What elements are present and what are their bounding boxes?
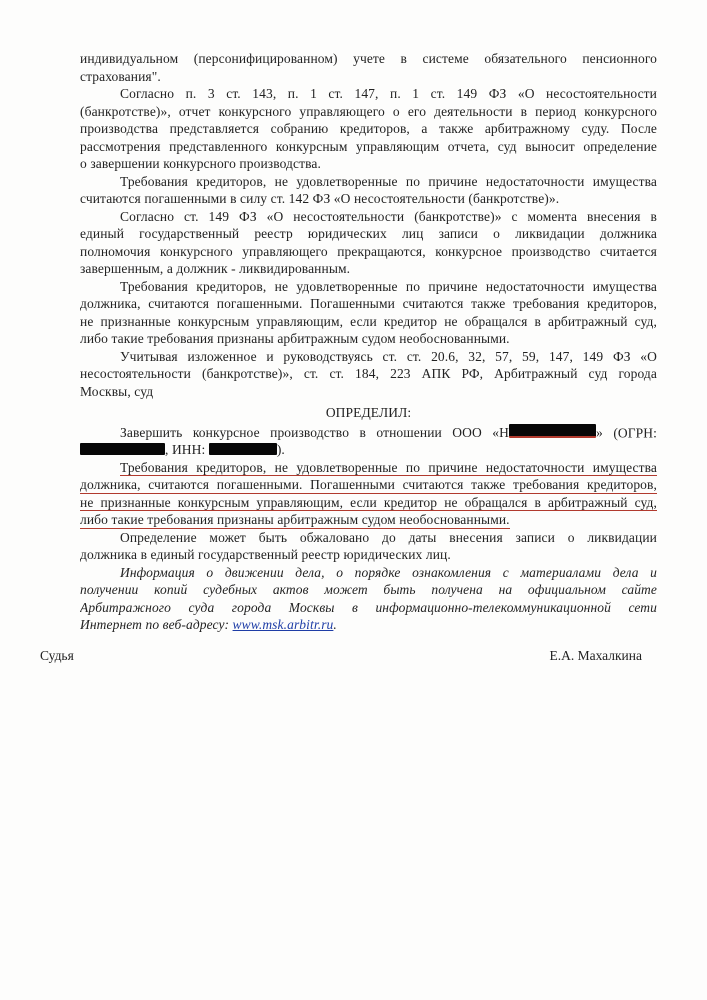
doc-line [80, 190, 657, 208]
doc-line [80, 459, 657, 477]
doc-text: завершенным, а должник - ликвидированным. [80, 261, 351, 276]
doc-line [80, 173, 657, 191]
doc-line [80, 546, 657, 564]
doc-text: (банкротстве)», отчет конкурсного управляющего о его деятельности в период конкурсного [80, 103, 657, 119]
doc-line [80, 103, 657, 121]
doc-line [80, 278, 657, 296]
doc-text: Интернет по веб-адресу: [80, 617, 233, 632]
court-website-link[interactable]: www.msk.arbitr.ru [232, 617, 334, 632]
signature-role: Судья [40, 647, 74, 663]
doc-text: Арбитражного суда города Москвы в информационно-телекоммуникационной сети [80, 599, 657, 615]
doc-text: либо такие требования признаны арбитражным судом необоснованными. [80, 331, 510, 346]
doc-line [80, 476, 657, 494]
redaction-bar [80, 443, 165, 455]
doc-line [80, 424, 657, 442]
doc-text: должника в единый государственный реестр юридических лиц. [80, 547, 451, 562]
doc-text: Согласно п. 3 ст. 143, п. 1 ст. 147, п. 1 ст. 149 ФЗ «О несостоятельности [120, 86, 657, 101]
red-underlined-text: либо такие требования признаны арбитражным судом необоснованными. [80, 512, 510, 529]
doc-text: единый государственный реестр юридических лиц записи о ликвидации должника [80, 226, 657, 241]
doc-line [80, 313, 657, 331]
doc-line [80, 330, 657, 348]
doc-line [80, 494, 657, 512]
doc-text: производства представляется собранию кредиторов, а также арбитражному суду. После [80, 121, 657, 136]
redaction-bar [209, 443, 277, 455]
doc-line [80, 564, 657, 582]
doc-text: полномочия конкурсного управляющего прекращаются, конкурсное производство считается [80, 243, 657, 259]
doc-line [80, 138, 657, 156]
doc-line [80, 599, 657, 617]
red-underlined-text: » [596, 425, 603, 441]
doc-line [80, 529, 657, 547]
doc-text: индивидуальном (персонифицированном) учете в системе обязательного пенсионного [80, 51, 657, 66]
doc-text: . [333, 617, 337, 632]
doc-text: несостоятельности (банкротстве)», ст. ст. 184, 223 АПК РФ, Арбитражный суд города [80, 366, 657, 381]
doc-text: ОПРЕДЕЛИЛ: [325, 405, 412, 420]
doc-line [80, 295, 657, 313]
ruling-heading [80, 404, 657, 422]
doc-text: страхования". [80, 68, 161, 84]
red-underlined-text: Требования кредиторов, не удовлетворенные по причине недостаточности имущества [120, 460, 657, 477]
doc-text: (ОГРН: [602, 425, 657, 440]
doc-text: Москвы, суд [80, 383, 154, 399]
doc-text: Требования кредиторов, не удовлетворенные по причине недостаточности имущества [120, 278, 657, 294]
doc-line [80, 50, 657, 68]
doc-text: не признанные конкурсным управляющим, если кредитор не обращался в арбитражный суд, [80, 313, 657, 329]
signature-block [0, 647, 707, 665]
doc-line [80, 243, 657, 261]
doc-text: рассмотрения представленного конкурсным управляющим отчета, суд выносит определение [80, 138, 657, 154]
doc-text: получении копий судебных актов может быть получена на официальном сайте [80, 582, 657, 597]
doc-line [80, 68, 657, 86]
doc-line [80, 581, 657, 599]
red-underlined-text: должника, считаются погашенными. Погашенными считаются также требования кредиторов, [80, 477, 657, 494]
doc-line [80, 616, 657, 634]
doc-text: Определение может быть обжаловано до даты внесения записи о ликвидации [120, 529, 657, 545]
doc-line [80, 155, 657, 173]
doc-text: Учитывая изложенное и руководствуясь ст. ст. 20.6, 32, 57, 59, 147, 149 ФЗ «О [120, 348, 657, 364]
doc-line [80, 365, 657, 383]
doc-text: должника, считаются погашенными. Погашенными считаются также требования кредиторов, [80, 296, 657, 311]
doc-text: считаются погашенными в силу ст. 142 ФЗ «О несостоятельности (банкротстве)». [80, 191, 560, 206]
doc-line [80, 85, 657, 103]
doc-text: о завершении конкурсного производства. [80, 156, 321, 171]
doc-line [80, 120, 657, 138]
doc-text: , ИНН: [165, 442, 209, 457]
doc-text: Согласно ст. 149 ФЗ «О несостоятельности (банкротстве)» с момента внесения в [120, 208, 657, 224]
doc-line [80, 348, 657, 366]
doc-line [80, 383, 657, 401]
redaction-bar [509, 424, 596, 439]
doc-line [80, 511, 657, 529]
doc-line [80, 260, 657, 278]
doc-line [80, 441, 657, 459]
red-underlined-text: Завершить конкурсное производство в отношении ООО «Н [120, 425, 509, 441]
doc-line [80, 208, 657, 226]
doc-text: Информация о движении дела, о порядке ознакомления с материалами дела и [120, 564, 657, 580]
doc-text: ). [276, 442, 285, 457]
signature-name: Е.А. Махалкина [549, 647, 642, 663]
doc-line [80, 225, 657, 243]
red-underlined-text: не признанные конкурсным управляющим, если кредитор не обращался в арбитражный суд, [80, 495, 657, 512]
doc-text: Требования кредиторов, не удовлетворенные по причине недостаточности имущества [120, 173, 657, 189]
